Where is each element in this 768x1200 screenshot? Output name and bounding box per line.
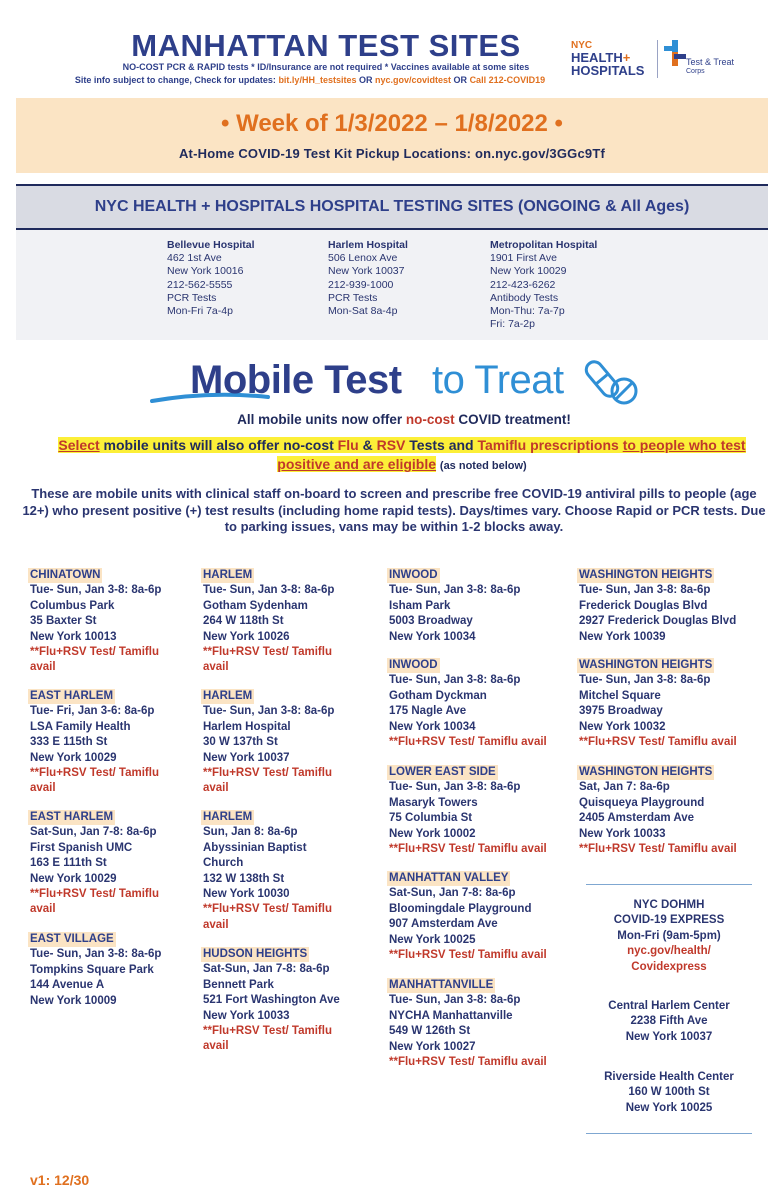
site-line: New York 10034 bbox=[389, 720, 476, 733]
center-city: New York 10037 bbox=[625, 1030, 713, 1043]
site-area: WASHINGTON HEIGHTS bbox=[577, 658, 714, 673]
mobile-test-to-treat-logo bbox=[0, 350, 768, 410]
hospital-line: Fri: 7a-2p bbox=[490, 318, 535, 331]
site-line: New York 10037 bbox=[203, 751, 290, 764]
hospital-metropolitan bbox=[490, 239, 597, 331]
site-line: New York 10025 bbox=[389, 933, 476, 946]
site-flu-note: avail bbox=[30, 782, 56, 795]
site-line: 549 W 126th St bbox=[389, 1025, 471, 1038]
site-line: 163 E 111th St bbox=[30, 857, 107, 870]
site-line: 2405 Amsterdam Ave bbox=[579, 812, 695, 825]
site-card-washington-heights-2 bbox=[579, 658, 737, 750]
site-area: HARLEM bbox=[201, 810, 254, 825]
hospital-line: 462 1st Ave bbox=[167, 252, 222, 265]
offer-pre: All mobile units now offer bbox=[237, 412, 403, 427]
site-flu-note: **Flu+RSV Test/ Tamiflu bbox=[203, 646, 332, 659]
site-flu-note: avail bbox=[30, 661, 56, 674]
site-card-east-village bbox=[30, 932, 161, 1009]
hospital-bellevue bbox=[167, 239, 255, 318]
site-flu-note: **Flu+RSV Test/ Tamiflu avail bbox=[579, 843, 737, 856]
site-line: Church bbox=[203, 857, 244, 870]
divider-top bbox=[586, 884, 752, 885]
logo-divider bbox=[657, 40, 658, 78]
site-flu-note: avail bbox=[203, 1040, 229, 1053]
site-line: Tue- Sun, Jan 3-8: 8a-6p bbox=[579, 584, 711, 597]
hospital-sites-title: NYC HEALTH + HOSPITALS HOSPITAL TESTING SITES (ONGOING & All Ages) bbox=[94, 198, 690, 215]
site-line: Sun, Jan 8: 8a-6p bbox=[203, 826, 298, 839]
site-line: Columbus Park bbox=[30, 599, 115, 612]
site-line: Tue- Fri, Jan 3-6: 8a-6p bbox=[30, 705, 155, 718]
version-label: v1: 12/30 bbox=[30, 1172, 90, 1188]
site-line: Tompkins Square Park bbox=[30, 963, 154, 976]
dohmh-title-1: NYC DOHMH bbox=[633, 899, 705, 911]
site-line: Bennett Park bbox=[203, 978, 274, 991]
dohmh-link-1[interactable]: nyc.gov/health/ bbox=[627, 945, 711, 958]
logo-word-to-treat: to Treat bbox=[432, 358, 564, 402]
site-line: Tue- Sun, Jan 3-8: 8a-6p bbox=[203, 584, 335, 597]
site-line: New York 10009 bbox=[30, 994, 117, 1007]
site-line: LSA Family Health bbox=[30, 720, 131, 733]
site-line: New York 10002 bbox=[389, 827, 476, 840]
site-area: MANHATTANVILLE bbox=[387, 978, 495, 993]
site-line: 2927 Frederick Douglas Blvd bbox=[579, 615, 737, 628]
center-address: 2238 Fifth Ave bbox=[630, 1015, 708, 1028]
dohmh-link-2[interactable]: Covidexpress bbox=[631, 960, 707, 973]
site-flu-note: **Flu+RSV Test/ Tamiflu bbox=[30, 888, 159, 901]
hospital-sites-header bbox=[16, 184, 768, 230]
flu-note: (as noted below) bbox=[439, 460, 527, 472]
treatment-offer bbox=[0, 412, 768, 427]
hospital-line: Mon-Fri 7a-4p bbox=[167, 305, 233, 318]
site-line: NYCHA Manhattanville bbox=[389, 1009, 513, 1022]
site-line: Abyssinian Baptist bbox=[203, 841, 307, 854]
hospital-name: Harlem Hospital bbox=[328, 239, 408, 251]
site-line: New York 10034 bbox=[389, 630, 476, 643]
site-card-inwood-1 bbox=[389, 568, 520, 645]
hospital-name: Bellevue Hospital bbox=[167, 239, 255, 251]
center-name: Riverside Health Center bbox=[604, 1071, 734, 1083]
site-line: Tue- Sun, Jan 3-8: 8a-6p bbox=[30, 584, 162, 597]
site-line: Tue- Sun, Jan 3-8: 8a-6p bbox=[579, 674, 711, 687]
site-area: WASHINGTON HEIGHTS bbox=[577, 765, 714, 780]
site-line: Isham Park bbox=[389, 599, 451, 612]
site-line: New York 10026 bbox=[203, 630, 290, 643]
site-area: LOWER EAST SIDE bbox=[387, 765, 498, 780]
site-line: Mitchel Square bbox=[579, 689, 661, 702]
logo-word-mobile-test: Mobile Test bbox=[190, 358, 402, 402]
site-card-harlem-2 bbox=[203, 689, 334, 797]
site-line: 35 Baxter St bbox=[30, 615, 97, 628]
site-card-washington-heights-3 bbox=[579, 765, 737, 857]
center-city: New York 10025 bbox=[625, 1101, 713, 1114]
site-line: Tue- Sun, Jan 3-8: 8a-6p bbox=[389, 994, 521, 1007]
site-area: EAST HARLEM bbox=[28, 810, 115, 825]
flu-text-1: mobile units will also offer no-cost bbox=[103, 437, 334, 453]
site-line: 30 W 137th St bbox=[203, 736, 278, 749]
pills-icon bbox=[584, 355, 640, 407]
logo-ttc-line1: Test & Treat bbox=[686, 57, 735, 67]
site-area: CHINATOWN bbox=[28, 568, 102, 583]
hospital-harlem bbox=[328, 239, 408, 318]
mobile-units-description: These are mobile units with clinical staff on-board to screen and prescribe free COVID-19 antiviral pills to people (age 12+) who present positive (+) test results (including home rapid tests). Days/times vary. Choose Rapid or PCR tests. Due to parking issues, vans may be within 1-2 blocks away. bbox=[22, 486, 766, 534]
site-line: Bloomingdale Playground bbox=[389, 902, 532, 915]
flu-text-rsv: RSV bbox=[376, 437, 406, 453]
week-title: • Week of 1/3/2022 – 1/8/2022 • bbox=[221, 110, 563, 137]
site-line: Tue- Sun, Jan 3-8: 8a-6p bbox=[389, 781, 521, 794]
site-card-harlem-1 bbox=[203, 568, 334, 676]
update-or-1: OR bbox=[358, 75, 373, 85]
hospital-line: New York 10029 bbox=[490, 265, 567, 278]
update-link-nycgov[interactable]: nyc.gov/covidtest bbox=[375, 75, 452, 85]
update-phone[interactable]: Call 212-COVID19 bbox=[469, 75, 546, 85]
site-area: HARLEM bbox=[201, 689, 254, 704]
logo-nyc-text: NYC bbox=[571, 40, 593, 51]
site-area: INWOOD bbox=[387, 658, 440, 673]
site-area: HARLEM bbox=[201, 568, 254, 583]
hospital-line: Mon-Thu: 7a-7p bbox=[490, 305, 565, 318]
hospital-line: 506 Lenox Ave bbox=[328, 252, 398, 265]
site-flu-note: avail bbox=[203, 918, 229, 931]
plus-cross-icon bbox=[664, 40, 686, 70]
site-flu-note: **Flu+RSV Test/ Tamiflu bbox=[30, 646, 159, 659]
site-line: New York 10033 bbox=[203, 1009, 290, 1022]
site-line: Tue- Sun, Jan 3-8: 8a-6p bbox=[30, 948, 162, 961]
site-flu-note: avail bbox=[30, 903, 56, 916]
site-line: Tue- Sun, Jan 3-8: 8a-6p bbox=[389, 674, 521, 687]
flu-text-2: Tests and bbox=[409, 437, 474, 453]
site-line: Frederick Douglas Blvd bbox=[579, 599, 708, 612]
update-or-2: OR bbox=[453, 75, 468, 85]
site-line: New York 10039 bbox=[579, 630, 666, 643]
divider-bottom bbox=[586, 1133, 752, 1134]
hospital-line: New York 10037 bbox=[328, 265, 405, 278]
hospital-line: PCR Tests bbox=[167, 291, 217, 304]
hospital-line: New York 10016 bbox=[167, 265, 244, 278]
site-flu-note: **Flu+RSV Test/ Tamiflu bbox=[203, 903, 332, 916]
site-line: New York 10029 bbox=[30, 872, 117, 885]
update-prefix: Site info subject to change, Check for updates: bbox=[74, 75, 276, 85]
site-line: Masaryk Towers bbox=[389, 796, 478, 809]
site-flu-note: avail bbox=[203, 661, 229, 674]
site-line: Gotham Sydenham bbox=[203, 599, 308, 612]
dohmh-hours: Mon-Fri (9am-5pm) bbox=[617, 929, 721, 942]
flu-text-3: prescriptions bbox=[530, 437, 619, 453]
update-link-bitly[interactable]: bit.ly/HH_testsites bbox=[278, 75, 357, 85]
site-line: Gotham Dyckman bbox=[389, 689, 487, 702]
site-line: 333 E 115th St bbox=[30, 736, 108, 749]
site-card-lower-east-side bbox=[389, 765, 547, 857]
site-line: Harlem Hospital bbox=[203, 720, 291, 733]
hospital-name: Metropolitan Hospital bbox=[490, 239, 598, 251]
site-line: New York 10033 bbox=[579, 827, 666, 840]
center-name: Central Harlem Center bbox=[608, 1000, 730, 1012]
logo-health-text: HEALTH bbox=[571, 50, 623, 65]
dohmh-center-riverside bbox=[586, 1070, 752, 1116]
flu-text-flu: Flu bbox=[337, 437, 359, 453]
dohmh-center-central-harlem bbox=[586, 999, 752, 1045]
dohmh-header bbox=[586, 898, 752, 975]
site-line: 75 Columbia St bbox=[389, 812, 473, 825]
site-line: Sat-Sun, Jan 7-8: 8a-6p bbox=[203, 963, 330, 976]
site-line: Quisqueya Playground bbox=[579, 796, 705, 809]
hospital-sites-section bbox=[16, 184, 768, 340]
dohmh-express-box bbox=[586, 884, 752, 1134]
header-subtitle: NO-COST PCR & RAPID tests * ID/Insurance are not required * Vaccines available at some sites bbox=[122, 62, 530, 72]
nyc-health-hospitals-logo bbox=[571, 40, 655, 77]
hospital-line: 1901 First Ave bbox=[490, 252, 557, 265]
site-flu-note: **Flu+RSV Test/ Tamiflu avail bbox=[389, 736, 547, 749]
site-area: WASHINGTON HEIGHTS bbox=[577, 568, 714, 583]
flu-text-amp: & bbox=[362, 437, 373, 453]
site-flu-note: **Flu+RSV Test/ Tamiflu bbox=[203, 1025, 332, 1038]
site-flu-note: avail bbox=[203, 782, 229, 795]
site-area: HUDSON HEIGHTS bbox=[201, 947, 309, 962]
logo-ttc-line2: Corps bbox=[686, 68, 705, 75]
site-line: Tue- Sun, Jan 3-8: 8a-6p bbox=[389, 584, 521, 597]
hospital-line: Antibody Tests bbox=[490, 291, 559, 304]
site-line: New York 10032 bbox=[579, 720, 666, 733]
flu-text-4: to people who test positive and are eligible bbox=[277, 437, 746, 472]
site-card-inwood-2 bbox=[389, 658, 547, 750]
logo-hospitals-text: HOSPITALS bbox=[571, 63, 645, 78]
center-address: 160 W 100th St bbox=[628, 1086, 710, 1099]
site-card-hudson-heights bbox=[203, 947, 340, 1055]
site-line: 132 W 138th St bbox=[203, 872, 285, 885]
site-card-washington-heights-1 bbox=[579, 568, 736, 645]
site-line: 5003 Broadway bbox=[389, 615, 473, 628]
site-flu-note: **Flu+RSV Test/ Tamiflu avail bbox=[389, 843, 547, 856]
site-area: EAST VILLAGE bbox=[28, 932, 116, 947]
site-area: INWOOD bbox=[387, 568, 440, 583]
hospital-line: 212-562-5555 bbox=[167, 278, 233, 291]
hospital-line: 212-423-6262 bbox=[490, 278, 556, 291]
site-line: New York 10013 bbox=[30, 630, 117, 643]
site-flu-note: **Flu+RSV Test/ Tamiflu avail bbox=[389, 949, 547, 962]
site-card-manhattanville bbox=[389, 978, 547, 1070]
site-line: Sat-Sun, Jan 7-8: 8a-6p bbox=[30, 826, 157, 839]
dohmh-title-2: COVID-19 EXPRESS bbox=[613, 914, 725, 927]
hospital-line: 212-939-1000 bbox=[328, 278, 394, 291]
site-line: New York 10029 bbox=[30, 751, 117, 764]
update-info bbox=[20, 75, 600, 85]
week-banner bbox=[16, 98, 768, 173]
offer-post: COVID treatment! bbox=[458, 412, 571, 427]
page-title: MANHATTAN TEST SITES bbox=[131, 28, 521, 63]
site-line: 175 Nagle Ave bbox=[389, 705, 467, 718]
site-line: Tue- Sun, Jan 3-8: 8a-6p bbox=[203, 705, 335, 718]
site-line: 521 Fort Washington Ave bbox=[203, 994, 340, 1007]
hospital-line: PCR Tests bbox=[328, 291, 378, 304]
site-flu-note: **Flu+RSV Test/ Tamiflu avail bbox=[389, 1056, 547, 1069]
hospital-line: Mon-Sat 8a-4p bbox=[328, 305, 398, 318]
logo-plus-text: + bbox=[622, 50, 631, 65]
site-card-east-harlem-2 bbox=[30, 810, 159, 918]
offer-no-cost: no-cost bbox=[405, 412, 455, 427]
site-flu-note: **Flu+RSV Test/ Tamiflu avail bbox=[579, 736, 737, 749]
flu-rsv-notice bbox=[43, 436, 761, 476]
site-line: Sat-Sun, Jan 7-8: 8a-6p bbox=[389, 887, 516, 900]
site-area: EAST HARLEM bbox=[28, 689, 115, 704]
site-flu-note: **Flu+RSV Test/ Tamiflu bbox=[30, 767, 159, 780]
site-line: New York 10030 bbox=[203, 888, 290, 901]
page-header bbox=[0, 0, 768, 92]
site-card-manhattan-valley bbox=[389, 871, 547, 963]
flu-select: Select bbox=[58, 437, 100, 453]
site-card-harlem-3 bbox=[203, 810, 332, 933]
site-line: First Spanish UMC bbox=[30, 841, 133, 854]
site-card-chinatown bbox=[30, 568, 161, 676]
site-line: 3975 Broadway bbox=[579, 705, 663, 718]
site-area: MANHATTAN VALLEY bbox=[387, 871, 510, 886]
site-line: Sat, Jan 7: 8a-6p bbox=[579, 781, 670, 794]
home-test-kit-link[interactable]: At-Home COVID-19 Test Kit Pickup Locations: on.nyc.gov/3GGc9Tf bbox=[178, 146, 606, 161]
flu-text-tamiflu: Tamiflu bbox=[477, 437, 527, 453]
site-flu-note: **Flu+RSV Test/ Tamiflu bbox=[203, 767, 332, 780]
site-line: 907 Amsterdam Ave bbox=[389, 918, 498, 931]
site-line: 144 Avenue A bbox=[30, 979, 105, 992]
site-line: New York 10027 bbox=[389, 1040, 476, 1053]
site-line: 264 W 118th St bbox=[203, 615, 284, 628]
site-card-east-harlem-1 bbox=[30, 689, 159, 797]
